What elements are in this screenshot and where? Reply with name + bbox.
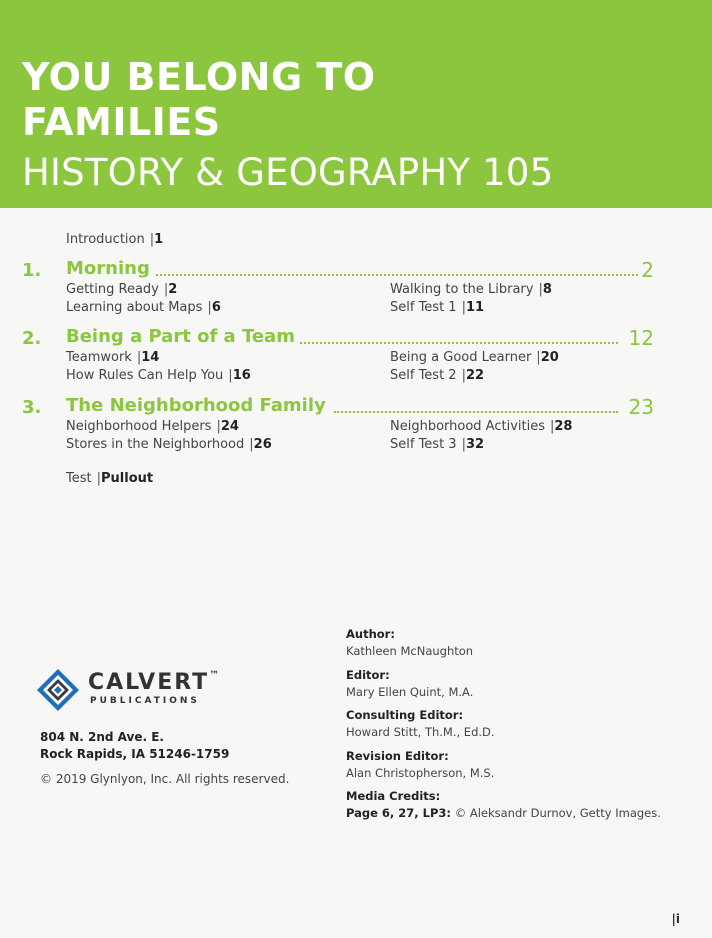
toc-entry: Teamwork |14 — [66, 350, 160, 365]
toc-entry: How Rules Can Help You |16 — [66, 368, 251, 383]
toc-entry: Stores in the Neighborhood |26 — [66, 437, 272, 452]
toc-entry: Self Test 1 |11 — [390, 300, 485, 315]
credit-name: Howard Stitt, Th.M., Ed.D. — [346, 725, 495, 740]
credits-block — [346, 626, 666, 829]
toc-test: Test |Pullout — [66, 471, 154, 486]
section-page: 12 — [626, 326, 654, 350]
introduction-page: 1 — [154, 232, 164, 247]
section-page: 23 — [626, 395, 654, 419]
credit-name: Alan Christopherson, M.S. — [346, 765, 495, 780]
credit-name: Mary Ellen Quint, M.A. — [346, 684, 474, 699]
section-title: Being a Part of a Team — [66, 326, 295, 347]
media-credits-label: Media Credits: — [346, 789, 441, 803]
leader-dots — [334, 411, 618, 413]
section-page: 2 — [638, 258, 654, 282]
page-folio: |i — [671, 912, 680, 926]
toc-entry: Walking to the Library |8 — [390, 282, 552, 297]
brand-name: CALVERT™ — [88, 670, 220, 695]
credit-name: Kathleen McNaughton — [346, 644, 474, 659]
leader-dots — [156, 274, 642, 276]
credit-label: Editor: — [346, 667, 390, 682]
toc-entry: Learning about Maps |6 — [66, 300, 221, 315]
introduction-label: Introduction — [66, 232, 145, 247]
section-number: 3. — [22, 397, 42, 418]
test-page: Pullout — [101, 471, 154, 486]
leader-dots — [300, 342, 618, 344]
subtitle: HISTORY & GEOGRAPHY 105 — [22, 151, 554, 194]
copyright-notice: © 2019 Glynlyon, Inc. All rights reserved. — [40, 772, 290, 786]
credit-label: Revision Editor: — [346, 748, 449, 763]
section-number: 1. — [22, 260, 42, 281]
publisher-logo — [36, 668, 246, 712]
title-line-1: YOU BELONG TO — [22, 55, 376, 99]
toc-entry: Getting Ready |2 — [66, 282, 178, 297]
toc-entry: Self Test 3 |32 — [390, 437, 485, 452]
test-label: Test — [66, 471, 92, 486]
toc-entry: Being a Good Learner |20 — [390, 350, 559, 365]
credit-label: Consulting Editor: — [346, 708, 464, 722]
credit-label: Author: — [346, 627, 395, 641]
section-number: 2. — [22, 328, 42, 349]
toc-entry: Neighborhood Helpers |24 — [66, 419, 239, 434]
section-title: Morning — [66, 258, 150, 279]
title-line-2: FAMILIES — [22, 100, 221, 144]
toc-introduction: Introduction |1 — [66, 232, 164, 247]
calvert-diamond-icon — [36, 668, 80, 712]
media-credits-text: Page 6, 27, LP3: © Aleksandr Durnov, Getty Images. — [346, 806, 661, 821]
toc-entry: Self Test 2 |22 — [390, 368, 485, 383]
brand-subtitle: PUBLICATIONS — [90, 696, 200, 706]
header-banner — [0, 0, 712, 208]
publisher-address: 804 N. 2nd Ave. E. Rock Rapids, IA 51246-1759 — [40, 730, 230, 762]
toc-entry: Neighborhood Activities |28 — [390, 419, 573, 434]
section-title: The Neighborhood Family — [66, 395, 326, 416]
